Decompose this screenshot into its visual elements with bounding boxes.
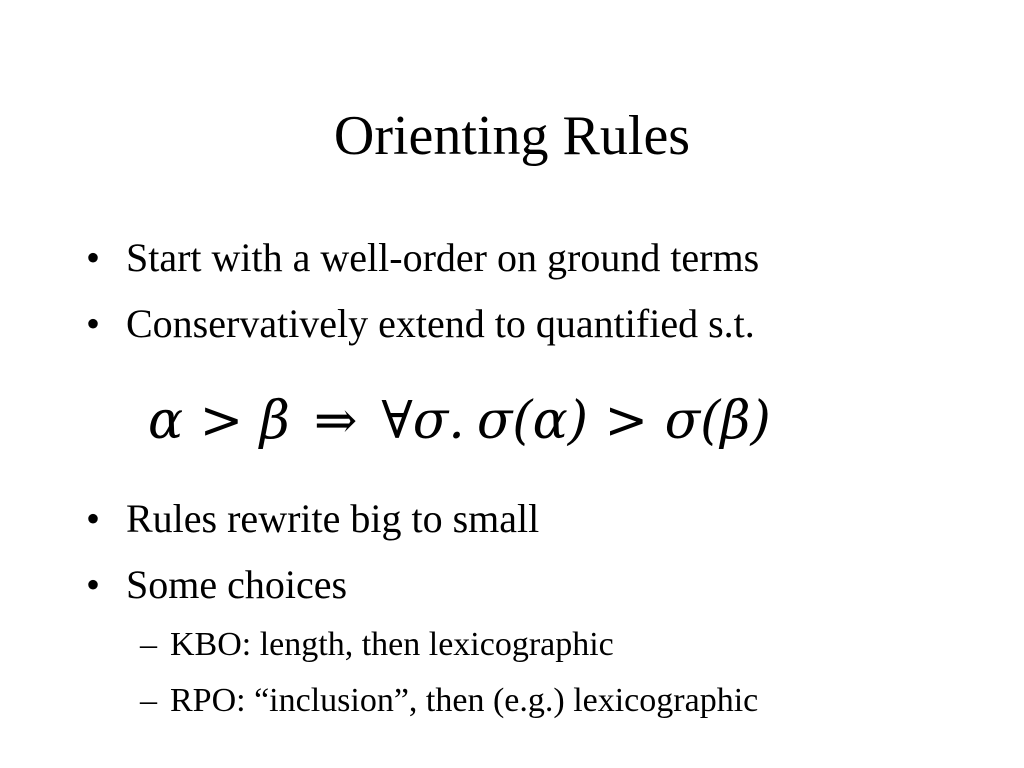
bullet-marker: • <box>86 235 101 280</box>
bullet-text: Conservatively extend to quantified s.t. <box>126 301 755 346</box>
slide-title: Orienting Rules <box>333 105 691 167</box>
bullet-item <box>86 233 759 283</box>
formula-implies: ⇒ <box>313 391 358 451</box>
formula-quantifier: ∀σ. <box>381 391 465 451</box>
sub-bullet-text: KBO: length, then lexicographic <box>170 626 614 663</box>
bullet-text: Start with a well-order on ground terms <box>126 235 760 280</box>
sub-bullet-marker: – <box>140 682 157 719</box>
bullet-text: Some choices <box>126 562 348 607</box>
bullet-item <box>86 299 755 349</box>
sub-bullet-item <box>140 679 758 723</box>
formula-rhs: σ(α) > σ(β) <box>476 391 771 451</box>
sub-bullet-text: RPO: “inclusion”, then (e.g.) lexicographic <box>170 682 759 719</box>
bullet-marker: • <box>86 496 101 541</box>
bullet-text: Rules rewrite big to small <box>126 496 540 541</box>
sub-bullet-marker: – <box>140 626 157 663</box>
bullet-item <box>86 560 347 610</box>
formula-lhs: α > β <box>148 391 290 451</box>
bullet-item <box>86 494 539 544</box>
formula <box>148 388 771 454</box>
bullet-marker: • <box>86 562 101 607</box>
bullet-marker: • <box>86 301 101 346</box>
sub-bullet-item <box>140 623 614 667</box>
